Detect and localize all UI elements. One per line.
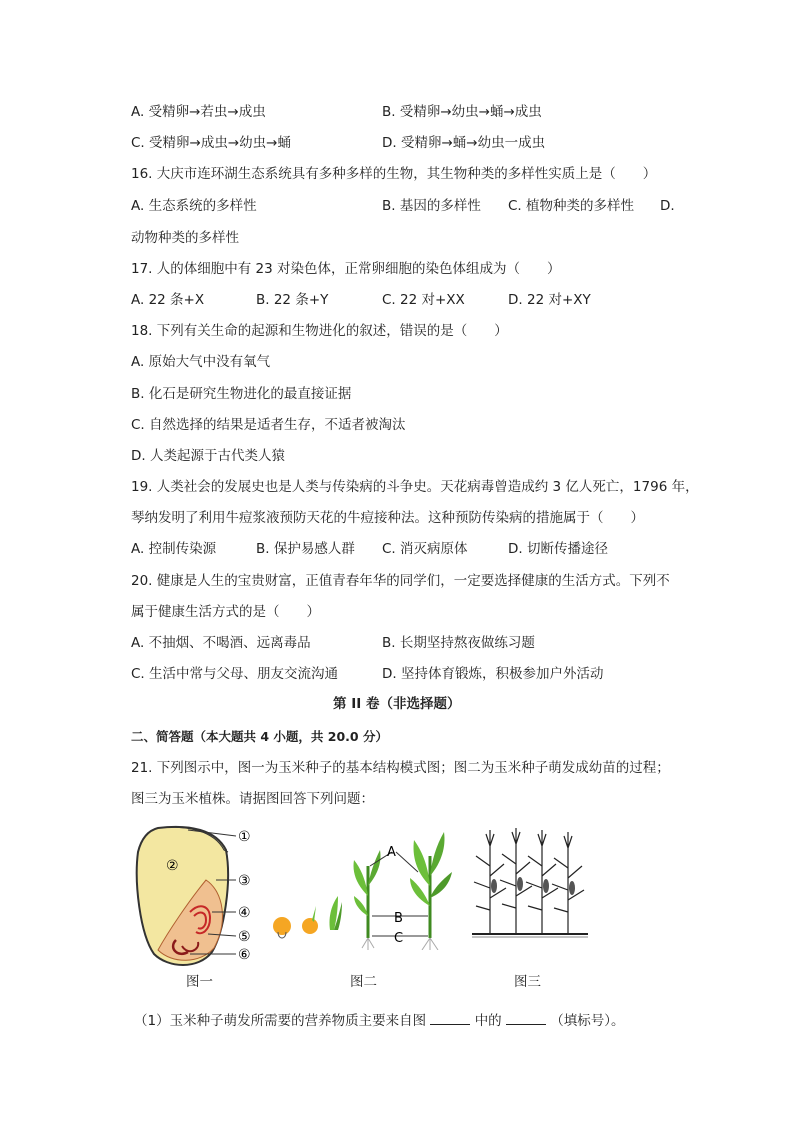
q17-option-c: C. 22 对+XX [382, 292, 465, 308]
q15-option-c: C. 受精卵→成虫→幼虫→蛹 [131, 135, 291, 151]
q18-option-d: D. 人类起源于古代类人猿 [131, 448, 285, 464]
q20-stem-line1: 20. 健康是人生的宝贵财富，正值青春年华的同学们，一定要选择健康的生活方式。下列不 [131, 573, 670, 589]
q18-option-a: A. 原始大气中没有氧气 [131, 354, 271, 370]
q20-option-c: C. 生活中常与父母、朋友交流沟通 [131, 666, 339, 682]
q17-option-d: D. 22 对+XY [508, 292, 591, 308]
fig2-caption: 图二 [350, 974, 377, 990]
label-a: A [387, 845, 396, 860]
q21-stem-line1: 21. 下列图示中，图一为玉米种子的基本结构模式图；图二为玉米种子萌发成幼苗的过程； [131, 760, 670, 776]
q20-stem-line2: 属于健康生活方式的是（ ） [131, 604, 320, 620]
label-6: ⑥ [238, 947, 251, 963]
answer-blank-2[interactable] [506, 1010, 546, 1025]
label-4: ④ [238, 905, 251, 921]
label-3: ③ [238, 873, 251, 889]
corn-plant-figure [470, 826, 590, 940]
germination-figure [268, 826, 458, 950]
q18-option-b: B. 化石是研究生物进化的最直接证据 [131, 386, 352, 402]
q21-sub1-text-c: （填标号）。 [550, 1013, 625, 1029]
q16-option-d-cont: 动物种类的多样性 [131, 230, 239, 246]
q18-stem: 18. 下列有关生命的起源和生物进化的叙述，错误的是（ ） [131, 323, 508, 339]
q16-option-b: B. 基因的多样性 [382, 198, 481, 214]
q21-sub1-text-a: （1）玉米种子萌发所需要的营养物质主要来自图 [134, 1013, 427, 1029]
corn-seed-figure [128, 822, 268, 972]
q21-sub1-text-b: 中的 [474, 1013, 502, 1029]
q18-option-c: C. 自然选择的结果是适者生存，不适者被淘汰 [131, 417, 406, 433]
q16-stem: 16. 大庆市连环湖生态系统具有多种多样的生物，其生物种类的多样性实质上是（ ） [131, 166, 657, 182]
q16-option-d: D. [660, 198, 675, 214]
answer-blank-1[interactable] [430, 1010, 470, 1025]
section-title: 第 II 卷（非选择题） [333, 696, 461, 712]
q15-option-b: B. 受精卵→幼虫→蛹→成虫 [382, 104, 542, 120]
label-1: ① [238, 829, 251, 845]
fig3-caption: 图三 [514, 974, 541, 990]
q19-stem-line2: 琴纳发明了利用牛痘浆液预防天花的牛痘接种法。这种预防传染病的措施属于（ ） [131, 510, 644, 526]
q21-sub1 [134, 1010, 625, 1031]
q20-option-d: D. 坚持体育锻炼，积极参加户外活动 [382, 666, 604, 682]
q16-option-a: A. 生态系统的多样性 [131, 198, 257, 214]
label-b: B [394, 911, 403, 926]
label-2: ② [166, 858, 179, 874]
q19-stem-line1: 19. 人类社会的发展史也是人类与传染病的斗争史。天花病毒曾造成约 3 亿人死亡，1796 年， [131, 479, 699, 495]
q17-option-a: A. 22 条+X [131, 292, 205, 308]
q17-stem: 17. 人的体细胞中有 23 对染色体，正常卵细胞的染色体组成为（ ） [131, 261, 561, 277]
part-title: 二、简答题（本大题共 4 小题，共 20.0 分） [131, 729, 388, 744]
fig1-caption: 图一 [186, 974, 213, 990]
q15-option-d: D. 受精卵→蛹→幼虫一成虫 [382, 135, 546, 151]
q19-option-c: C. 消灭病原体 [382, 541, 468, 557]
q19-option-d: D. 切断传播途径 [508, 541, 608, 557]
q20-option-a: A. 不抽烟、不喝酒、远离毒品 [131, 635, 311, 651]
label-c: C [394, 931, 404, 946]
q21-stem-line2: 图三为玉米植株。请据图回答下列问题： [131, 791, 374, 807]
label-5: ⑤ [238, 929, 251, 945]
q19-option-b: B. 保护易感人群 [256, 541, 355, 557]
q20-option-b: B. 长期坚持熬夜做练习题 [382, 635, 535, 651]
q16-option-c: C. 植物种类的多样性 [508, 198, 635, 214]
q17-option-b: B. 22 条+Y [256, 292, 329, 308]
q19-option-a: A. 控制传染源 [131, 541, 217, 557]
q15-option-a: A. 受精卵→若虫→成虫 [131, 104, 266, 120]
